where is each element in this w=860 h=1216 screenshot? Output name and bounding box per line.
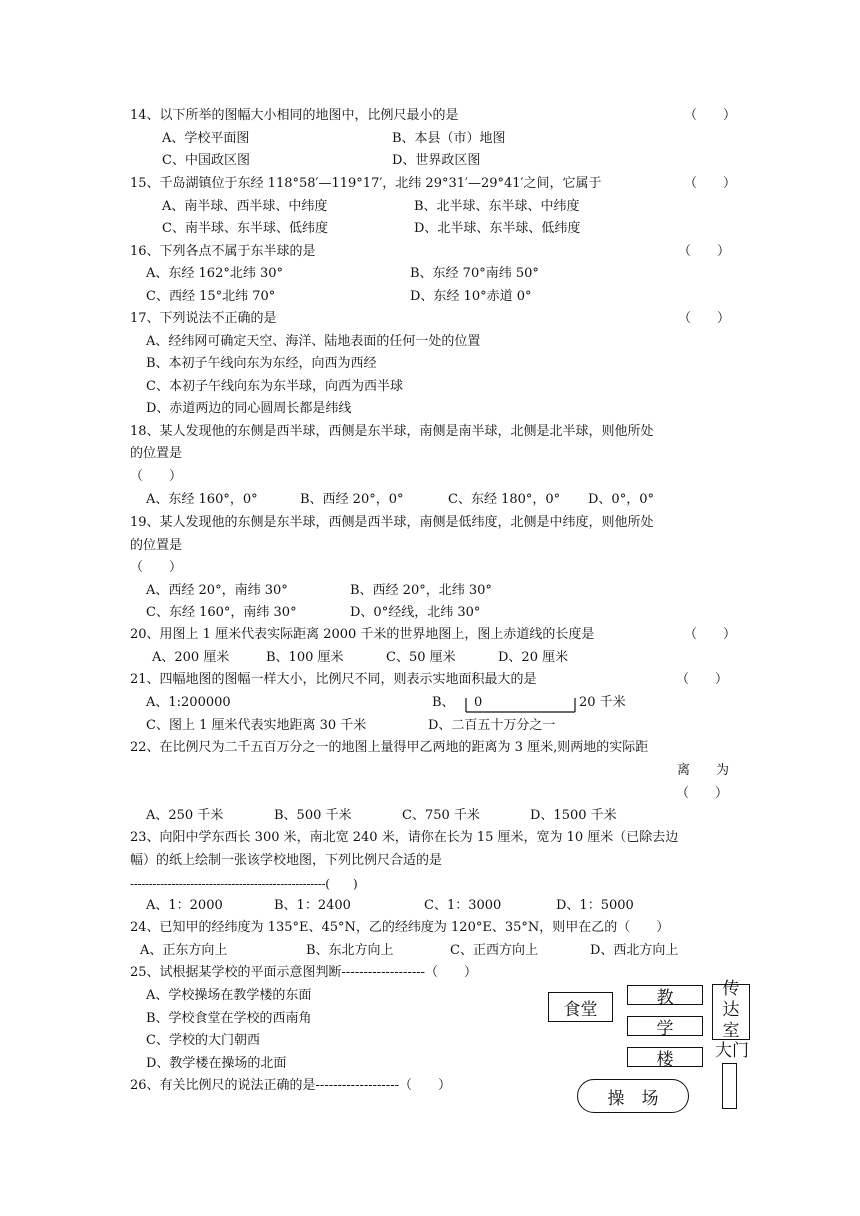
q15-stem: 15、千岛湖镇位于东经 118°58′—119°17′，北纬 29°31′—29°41′之间，它属于 — [130, 176, 602, 191]
q19-answer-paren: （ ） — [130, 560, 183, 575]
q21-option-d: D、二百五十万分之一 — [428, 718, 556, 733]
q16-answer-paren: （ ） — [678, 244, 731, 259]
teaching-building-box-2: 学 — [627, 1016, 703, 1036]
q19-option-b: B、西经 20°，北纬 30° — [350, 583, 492, 598]
q14-option-d: D、世界政区图 — [392, 153, 481, 168]
q22-option-c: C、750 千米 — [402, 808, 480, 823]
q21-option-c: C、图上 1 厘米代表实地距离 30 千米 — [146, 718, 367, 733]
q18-stem-line2: 的位置是 — [130, 446, 183, 461]
q21-stem: 21、四幅地图的图幅一样大小，比例尺不同，则表示实地面积最大的是 — [130, 672, 537, 687]
q17-answer-paren: （ ） — [678, 311, 731, 326]
q24-option-a: A、正东方向上 — [140, 943, 228, 958]
q15-option-b: B、北半球、东半球、中纬度 — [414, 199, 580, 214]
q24-option-b: B、东北方向上 — [306, 943, 394, 958]
q15-option-d: D、北半球、东半球、低纬度 — [414, 221, 581, 236]
q14-stem: 14、以下所举的图幅大小相同的地图中，比例尺最小的是 — [130, 108, 459, 123]
q16-option-c: C、西经 15°北纬 70° — [146, 289, 276, 304]
q21-scale-bar-end: 20 千米 — [579, 695, 626, 710]
teaching-building-box-3: 楼 — [627, 1047, 703, 1067]
q23-stem-line1: 23、向阳中学东西长 300 米，南北宽 240 米，请你在长为 15 厘米，宽为 10 厘米（已除去边 — [130, 830, 679, 845]
q22-option-d: D、1500 千米 — [530, 808, 617, 823]
q25-option-d: D、教学楼在操场的北面 — [146, 1056, 287, 1071]
q19-stem-line1: 19、某人发现他的东侧是东半球，西侧是西半球，南侧是低纬度，北侧是中纬度，则他所处 — [130, 515, 654, 530]
q17-option-a: A、经纬网可确定天空、海洋、陆地表面的任何一处的位置 — [146, 334, 481, 349]
q21-scale-bar-zero: 0 — [474, 695, 483, 710]
guardroom-label: 传 达 室 — [722, 979, 740, 1041]
q20-option-b: B、100 厘米 — [266, 650, 344, 665]
q25-option-a: A、学校操场在教学楼的东面 — [146, 988, 312, 1003]
gate-label: 大门 — [715, 1041, 749, 1061]
q19-option-d: D、0°经线，北纬 30° — [350, 605, 481, 620]
q16-option-d: D、东经 10°赤道 0° — [410, 289, 532, 304]
q22-answer-paren: （ ） — [676, 786, 729, 801]
q25-stem: 25、试根据某学校的平面示意图判断-------------------（ ） — [130, 965, 478, 980]
q15-answer-paren: （ ） — [684, 176, 737, 191]
q25-option-b: B、学校食堂在学校的西南角 — [146, 1011, 312, 1026]
q24-option-d: D、西北方向上 — [590, 943, 679, 958]
q22-option-b: B、500 千米 — [274, 808, 352, 823]
q22-stem-line1: 22、在比例尺为二千五百万分之一的地图上量得甲乙两地的距离为 3 厘米,则两地的实际距 — [130, 740, 649, 755]
q18-option-a: A、东经 160°，0° — [146, 492, 258, 507]
q23-answer-dashes: ----------------------------------------------------( ) — [130, 877, 358, 891]
q21-scale-bar — [465, 696, 577, 714]
teaching-building-box-1: 教 — [627, 985, 703, 1005]
q21-option-b-label: B、 — [432, 695, 455, 710]
q23-option-d: D、1：5000 — [556, 898, 634, 913]
q14-option-a: A、学校平面图 — [162, 131, 250, 146]
q14-option-b: B、本县（市）地图 — [392, 131, 506, 146]
gate-box — [722, 1063, 737, 1109]
canteen-box: 食堂 — [548, 992, 613, 1022]
playground-box: 操 场 — [577, 1079, 689, 1113]
q16-option-a: A、东经 162°北纬 30° — [146, 266, 284, 281]
q23-option-a: A、1：2000 — [146, 898, 223, 913]
q22-option-a: A、250 千米 — [146, 808, 224, 823]
q17-stem: 17、下列说法不正确的是 — [130, 311, 277, 326]
q21-answer-paren: （ ） — [676, 672, 729, 687]
q18-option-d: D、0°，0° — [588, 492, 654, 507]
q23-option-b: B、1：2400 — [274, 898, 351, 913]
q15-option-c: C、南半球、东半球、低纬度 — [162, 221, 328, 236]
q22-stem-line2: 离 为 — [677, 763, 730, 778]
q19-option-c: C、东经 160°，南纬 30° — [146, 605, 297, 620]
q16-stem: 16、下列各点不属于东半球的是 — [130, 244, 316, 259]
q23-option-c: C、1：3000 — [424, 898, 502, 913]
q26-stem: 26、有关比例尺的说法正确的是-------------------（ ） — [130, 1078, 452, 1093]
q19-stem-line2: 的位置是 — [130, 538, 183, 553]
q17-option-b: B、本初子午线向东为东经，向西为西经 — [146, 356, 377, 371]
q18-answer-paren: （ ） — [130, 469, 183, 484]
q17-option-d: D、赤道两边的同心圆周长都是纬线 — [146, 401, 352, 416]
q18-option-c: C、东经 180°，0° — [448, 492, 561, 507]
q14-answer-paren: （ ） — [684, 108, 737, 123]
q20-option-c: C、50 厘米 — [386, 650, 456, 665]
q20-answer-paren: （ ） — [684, 627, 737, 642]
q19-option-a: A、西经 20°，南纬 30° — [146, 583, 288, 598]
q23-stem-line2: 幅）的纸上绘制一张该学校地图，下列比例尺合适的是 — [130, 853, 443, 868]
q20-stem: 20、用图上 1 厘米代表实际距离 2000 千米的世界地图上，图上赤道线的长度是 — [130, 627, 595, 642]
q14-option-c: C、中国政区图 — [162, 153, 250, 168]
q16-option-b: B、东经 70°南纬 50° — [410, 266, 539, 281]
q20-option-d: D、20 厘米 — [498, 650, 569, 665]
q18-stem-line1: 18、某人发现他的东侧是西半球，西侧是东半球，南侧是南半球，北侧是北半球，则他所处 — [130, 424, 654, 439]
q21-option-a: A、1:200000 — [146, 695, 231, 710]
q24-stem: 24、已知甲的经纬度为 135°E、45°N，乙的经纬度为 120°E、35°N，则甲在乙的（ ） — [130, 920, 670, 935]
q15-option-a: A、南半球、西半球、中纬度 — [162, 199, 328, 214]
q18-option-b: B、西经 20°，0° — [300, 492, 404, 507]
q24-option-c: C、正西方向上 — [450, 943, 538, 958]
q20-option-a: A、200 厘米 — [152, 650, 230, 665]
q25-option-c: C、学校的大门朝西 — [146, 1033, 260, 1048]
q17-option-c: C、本初子午线向东为东半球，向西为西半球 — [146, 379, 403, 394]
